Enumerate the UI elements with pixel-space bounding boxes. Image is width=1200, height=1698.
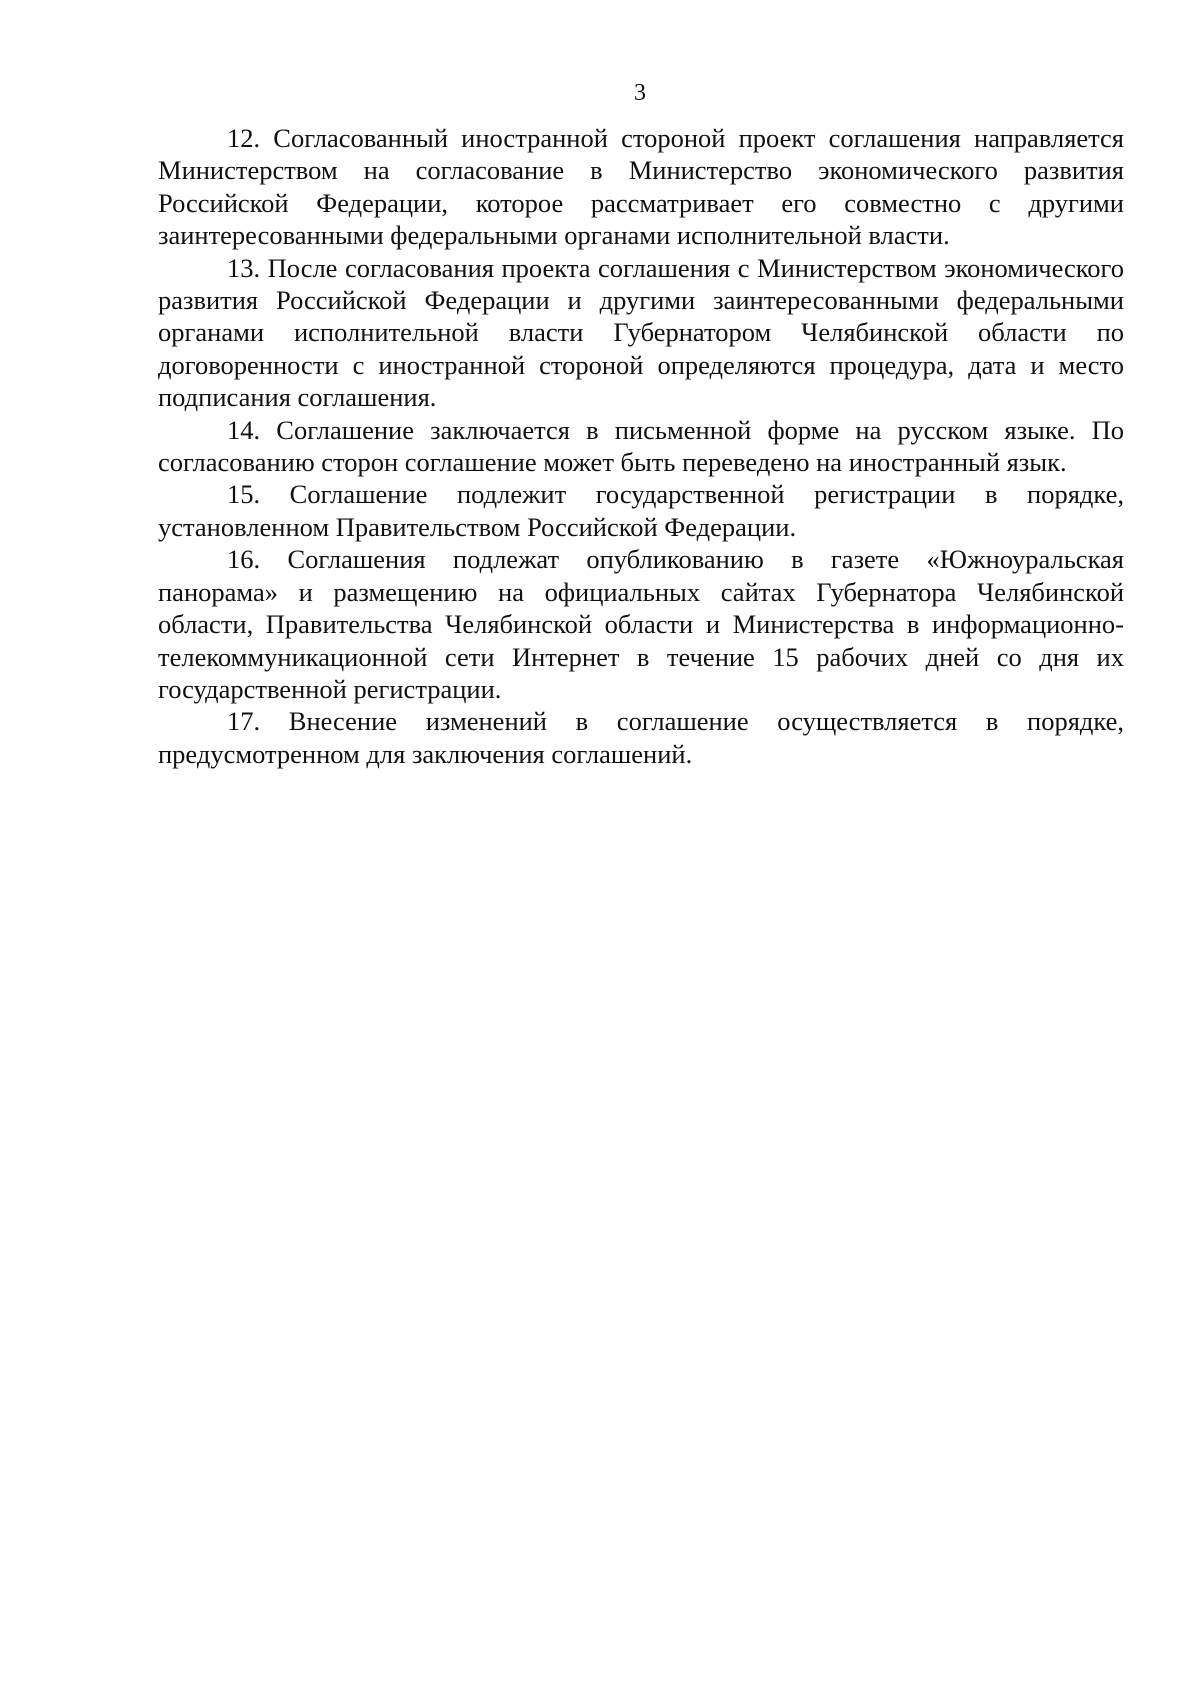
document-body bbox=[158, 122, 1124, 770]
paragraph-14: 14. Соглашение заключается в письменной форме на русском языке. По согласованию сторон соглашение может быть переведено на иностранный язык. bbox=[158, 414, 1124, 478]
paragraph-13: 13. После согласования проекта соглашения с Министерством экономического развития Российской Федерации и другими заинтересованными федеральными органами исполнительной власти Губернатором Челябинской области по договоренности с иностранной стороной определяются процедура, дата и место подписания соглашения. bbox=[158, 252, 1124, 413]
paragraph-15: 15. Соглашение подлежит государственной регистрации в порядке, установленном Правительством Российской Федерации. bbox=[158, 479, 1124, 542]
page-number: 3 bbox=[634, 80, 646, 106]
paragraph-12: 12. Согласованный иностранной стороной проект соглашения направляется Министерством на согласование в Министерство экономического развития Российской Федерации, которое рассматривает его совместно с другими заинтересованными федеральными органами исполнительной власти. bbox=[158, 123, 1124, 251]
paragraph-16: 16. Соглашения подлежат опубликованию в газете «Южноуральская панорама» и размещению на официальных сайтах Губернатора Челябинской области, Правительства Челябинской области и Министерства в информационно-телекоммуникационной сети Интернет в течение 15 рабочих дней со дня их государственной регистрации. bbox=[158, 544, 1124, 704]
paragraph-17: 17. Внесение изменений в соглашение осуществляется в порядке, предусмотренном для заключения соглашений. bbox=[158, 706, 1124, 769]
